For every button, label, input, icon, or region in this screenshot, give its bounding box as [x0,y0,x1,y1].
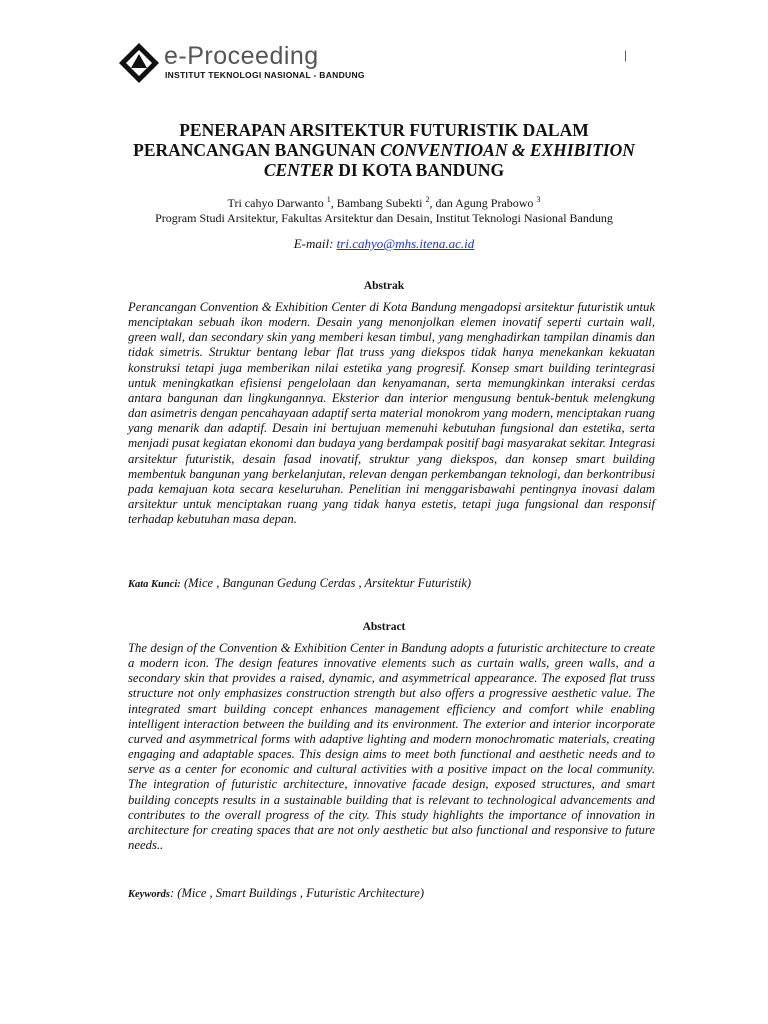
kata-kunci-label: Kata Kunci: [128,579,181,590]
author-2-sup: 2 [425,195,430,204]
title-line-3-plain: DI KOTA BANDUNG [333,160,505,180]
proceeding-header [118,42,678,87]
author-3: , dan Agung Prabowo [429,196,537,210]
author-1: Tri cahyo Darwanto [227,196,327,210]
page-marker: | [624,48,628,62]
title-line-3 [110,160,658,180]
abstrak-body: Perancangan Convention & Exhibition Center di Kota Bandung mengadopsi arsitektur futuristik untuk menciptakan sebuah ikon modern. Desain yang menonjolkan elemen inovatif seperti curtain wall, green wall, dan secondary skin yang memberi kesan timbul, yang menghadirkan tampilan dinamis dan tidak simetris. Struktur bentang lebar flat truss yang diekspos tidak hanya menekankan kekuatan konstruksi tetapi juga memberikan nilai estetika yang progresif. Konsep smart building terintegrasi untuk meningkatkan efisiensi pengelolaan dan kenyamanan, serta memungkinkan interaksi cerdas antara bangunan dan lingkungannya. Eksterior dan interior mengusung bentuk-bentuk melengkung dan asimetris dengan pencahayaan adaptif serta material monokrom yang modern, menciptakan ruang yang menarik dan adaptif. Desain ini bertujuan memenuhi kebutuhan fungsional dan estetika, serta menjadi pusat kegiatan ekonomi dan budaya yang berdampak positif bagi masyarakat sekitar. Integrasi arsitektur futuristik, desain fasad inovatif, struktur yang diekspos, dan konsep smart building membentuk bangunan yang berkelanjutan, relevan dengan perkembangan teknologi, dan berkontribusi pada kemajuan kota secara keseluruhan. Penelitian ini menggarisbawahi pentingnya inovasi dalam arsitektur untuk menciptakan ruang yang tidak hanya estetis, tetapi juga fungsional dan responsif terhadap kebutuhan masa depan. [128,300,655,527]
title-line-2-italic: CONVENTIOAN & EXHIBITION [380,140,635,160]
author-block [100,192,668,226]
title-line-1: PENERAPAN ARSITEKTUR FUTURISTIK DALAM [179,120,589,140]
logo-diamond-icon [118,42,160,84]
abstract-heading: Abstract [362,621,406,633]
title-line-2 [110,140,658,160]
author-3-sup: 3 [536,195,541,204]
author-1-sup: 1 [326,195,331,204]
author-2: , Bambang Subekti [330,196,426,210]
affiliation: Program Studi Arsitektur, Fakultas Arsitektur dan Desain, Institut Teknologi Nasional Bandung [155,211,613,225]
email-link[interactable]: tri.cahyo@mhs.itena.ac.id [336,236,475,251]
email-line [100,236,668,252]
title-line-2-plain: PERANCANGAN BANGUNAN [133,140,381,160]
author-list [100,192,668,211]
kata-kunci-values: (Mice , Bangunan Gedung Cerdas , Arsitektur Futuristik) [180,576,472,590]
keywords-values: : (Mice , Smart Buildings , Futuristic Architecture) [170,886,425,900]
abstract-body: The design of the Convention & Exhibition Center in Bandung adopts a futuristic architecture to create a modern icon. The design features innovative elements such as curtain walls, green walls, and a secondary skin that provides a raised, dynamic, and asymmetrical appearance. The exposed flat truss structure not only emphasizes construction strength but also offers a progressive aesthetic value. The integrated smart building concept enhances management efficiency and comfort while enabling intelligent interaction between the building and its environment. The exterior and interior incorporate curved and asymmetrical forms with adaptive lighting and modern monochromatic materials, creating engaging and adaptable spaces. This design aims to meet both functional and aesthetic needs and to serve as a center for economic and cultural activities with a positive impact on the local community. The integration of futuristic architecture, innovative facade design, exposed structures, and smart building concepts results in a sustainable building that is relevant to technological advancements and contributes to the overall progress of the city. This study highlights the importance of innovation in architecture for creating spaces that are not only aesthetic but also functional and responsive to future needs.. [128,641,655,853]
logo-title: e-Proceeding [164,42,319,70]
title-line-3-italic: CENTER [263,160,334,180]
abstrak-heading: Abstrak [363,280,405,292]
email-label: E-mail: [293,236,337,251]
paper-title [110,120,658,180]
abstrak-keywords [128,576,668,591]
logo-subtitle: INSTITUT TEKNOLOGI NASIONAL - BANDUNG [165,70,365,80]
keywords-label: Keywords [128,889,170,900]
abstract-keywords [128,886,668,901]
